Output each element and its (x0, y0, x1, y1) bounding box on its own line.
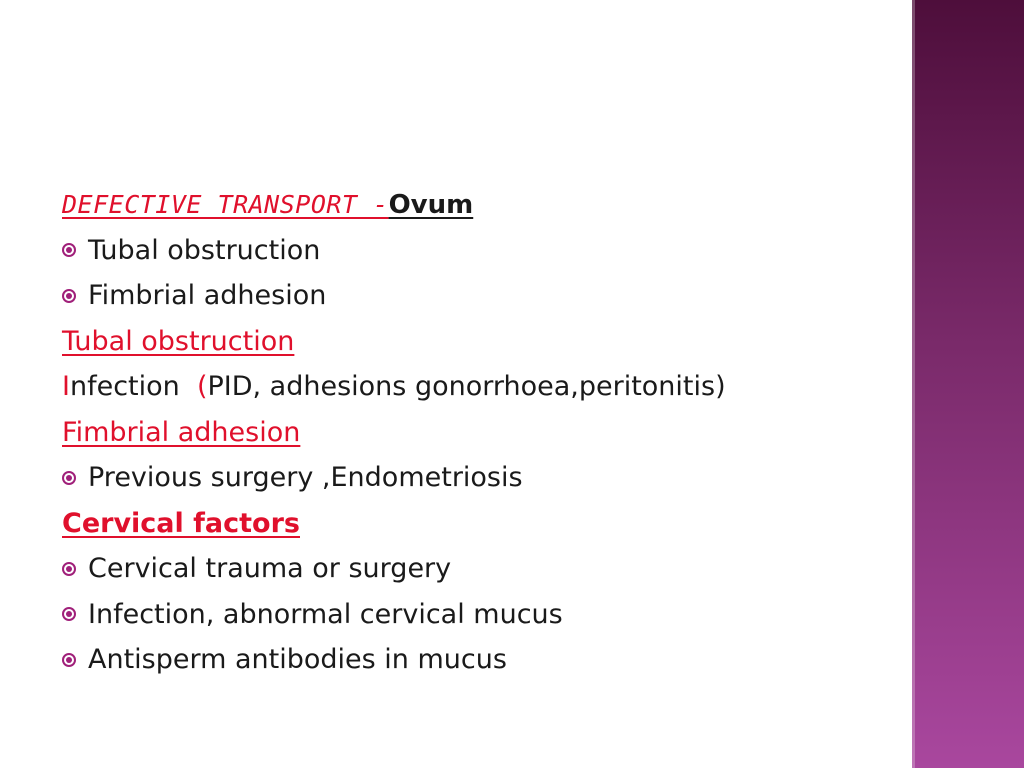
circled-dot-icon (62, 607, 76, 621)
list-item (62, 455, 882, 501)
heading-red-text: DEFECTIVE TRANSPORT - (62, 190, 389, 219)
list-item-text: Fimbrial adhesion (88, 280, 327, 311)
infection-paren: ( (196, 371, 208, 402)
list-item-text: Infection, abnormal cervical mucus (88, 598, 563, 630)
list-item-text: Previous surgery ,Endometriosis (88, 462, 523, 493)
subheading-text: Cervical factors (62, 507, 300, 539)
circled-dot-icon (62, 653, 76, 667)
list-item (62, 273, 882, 319)
circled-dot-icon (62, 243, 76, 257)
subheading-text: Tubal obstruction (62, 325, 295, 357)
list-item-text: Antisperm antibodies in mucus (88, 644, 507, 675)
infection-rest: nfection (69, 371, 197, 402)
infection-first-letter: I (62, 371, 70, 402)
list-item-text: Tubal obstruction (88, 234, 321, 266)
subheading-fimbrial-adhesion (62, 410, 882, 456)
subheading-cervical-factors (62, 501, 882, 547)
heading-black-text: Ovum (388, 190, 474, 220)
subheading-tubal-obstruction (62, 319, 882, 365)
circled-dot-icon (62, 471, 76, 485)
circled-dot-icon (62, 289, 76, 303)
subheading-text: Fimbrial adhesion (62, 416, 301, 448)
list-item (62, 637, 882, 683)
infection-detail: PID, adhesions gonorrhoea,peritonitis) (207, 371, 726, 402)
list-item (62, 592, 882, 638)
section-heading-defective-transport (62, 182, 882, 228)
circled-dot-icon (62, 562, 76, 576)
list-item (62, 546, 882, 592)
slide-content (62, 182, 882, 683)
side-band-edge (912, 0, 915, 768)
side-decorative-band (912, 0, 1024, 768)
infection-line (62, 364, 882, 410)
list-item-text: Cervical trauma or surgery (88, 553, 452, 584)
list-item (62, 228, 882, 274)
